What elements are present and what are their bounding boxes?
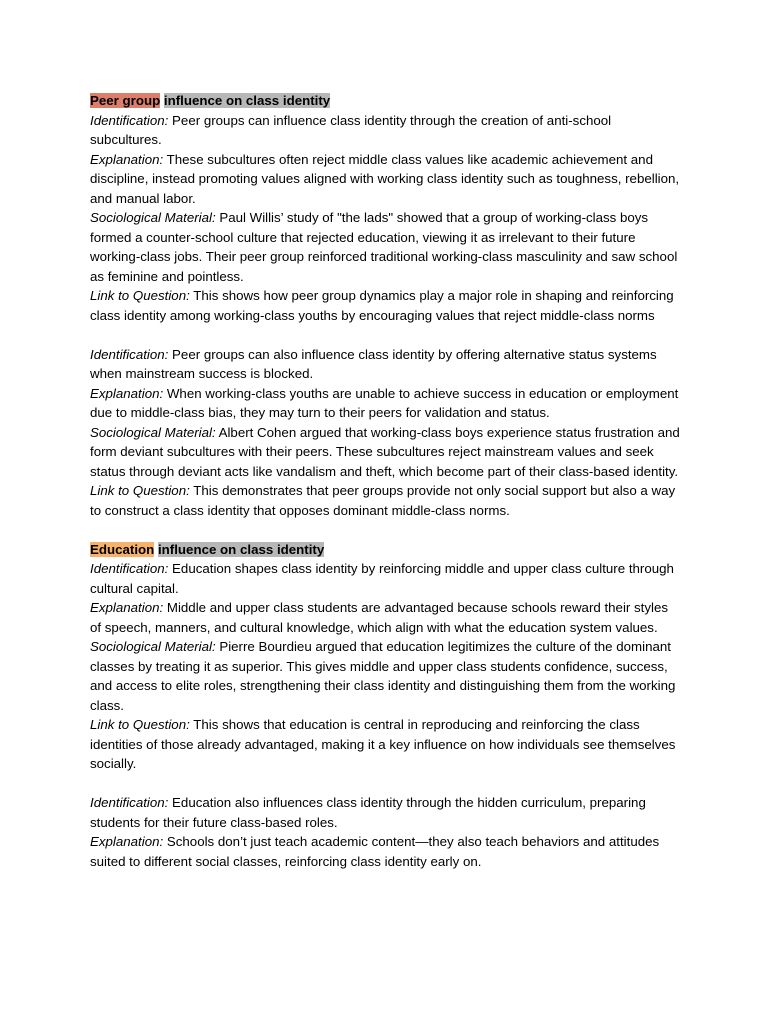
paragraph-text: Schools don’t just teach academic content—they also teach behaviors and attitudes suited to different social classes, reinforcing class identity early on. bbox=[90, 834, 660, 869]
paragraph-label: Sociological Material: bbox=[90, 210, 216, 225]
heading-highlight-red: Peer group bbox=[90, 93, 161, 108]
paragraph-gap bbox=[90, 325, 682, 345]
paragraph-sociological-material bbox=[90, 637, 682, 715]
heading-highlight-gray: influence on class identity bbox=[157, 541, 325, 557]
paragraph-label: Sociological Material: bbox=[90, 639, 216, 654]
paragraph-explanation bbox=[90, 598, 682, 637]
paragraph-text: Middle and upper class students are advantaged because schools reward their styles of speech, manners, and cultural knowledge, which align with what the education system values. bbox=[90, 600, 669, 635]
point-block bbox=[90, 793, 682, 871]
paragraph-label: Explanation: bbox=[90, 600, 164, 615]
paragraph-link-to-question bbox=[90, 715, 682, 774]
paragraph-sociological-material bbox=[90, 208, 682, 286]
paragraph-explanation bbox=[90, 150, 682, 209]
paragraph-text: Albert Cohen argued that working-class boys experience status frustration and form deviant subcultures with their peers. These subcultures reject mainstream values and seek status through deviant acts like vandalism and theft, which become part of their class-based identity. bbox=[90, 424, 680, 479]
section-heading-peer-group bbox=[90, 91, 682, 111]
paragraph-label: Identification: bbox=[90, 112, 169, 128]
paragraph-link-to-question bbox=[90, 286, 682, 325]
paragraph-sociological-material bbox=[90, 423, 682, 482]
paragraph-label: Link to Question: bbox=[90, 717, 190, 732]
document-page bbox=[90, 91, 682, 871]
paragraph-identification bbox=[90, 111, 682, 150]
paragraph-text: These subcultures often reject middle class values like academic achievement and discipline, instead promoting values aligned with working class identity such as toughness, rebellion, and manual labor. bbox=[90, 151, 680, 206]
paragraph-text: Education also influences class identity through the hidden curriculum, preparing students for their future class-based roles. bbox=[90, 795, 646, 830]
paragraph-label: Link to Question: bbox=[90, 288, 190, 303]
paragraph-text: Pierre Bourdieu argued that education legitimizes the culture of the dominant classes by treating it as superior. This gives middle and upper class students confidence, success, and access to elite roles, strengthening their class identity and distinguishing them from the working class. bbox=[90, 639, 676, 713]
paragraph-text: This demonstrates that peer groups provide not only social support but also a way to construct a class identity that opposes dominant middle-class norms. bbox=[90, 483, 676, 518]
paragraph-label: Explanation: bbox=[90, 151, 164, 167]
paragraph-text: This shows how peer group dynamics play a major role in shaping and reinforcing class identity among working-class youths by encouraging values that reject middle-class norms bbox=[90, 288, 674, 323]
paragraph-gap bbox=[90, 520, 682, 540]
paragraph-text: Paul Willis’ study of "the lads" showed that a group of working-class boys formed a counter-school culture that rejected education, viewing it as irrelevant to their future working-class jobs. Their peer group reinforced traditional working-class masculinity and saw school as feminine and pointless. bbox=[90, 210, 678, 284]
paragraph-explanation bbox=[90, 832, 682, 871]
paragraph-text: Peer groups can also influence class identity by offering alternative status systems when mainstream success is blocked. bbox=[90, 346, 657, 381]
paragraph-text: This shows that education is central in reproducing and reinforcing the class identities of those already advantaged, making it a key influence on how individuals see themselves socially. bbox=[90, 717, 676, 771]
point-block bbox=[90, 559, 682, 774]
paragraph-identification bbox=[90, 559, 682, 598]
paragraph-text: Peer groups can influence class identity through the creation of anti-school subcultures. bbox=[90, 112, 612, 147]
point-block bbox=[90, 111, 682, 326]
paragraph-explanation bbox=[90, 384, 682, 423]
paragraph-label: Identification: bbox=[90, 561, 169, 576]
section-heading-education bbox=[90, 540, 682, 560]
paragraph-label: Explanation: bbox=[90, 385, 164, 401]
paragraph-label: Sociological Material: bbox=[90, 424, 216, 440]
paragraph-label: Explanation: bbox=[90, 834, 164, 849]
point-block bbox=[90, 345, 682, 521]
paragraph-label: Identification: bbox=[90, 795, 169, 810]
paragraph-gap bbox=[90, 774, 682, 794]
paragraph-link-to-question bbox=[90, 481, 682, 520]
paragraph-text: When working-class youths are unable to achieve success in education or employment due to middle-class bias, they may turn to their peers for validation and status. bbox=[90, 385, 679, 420]
heading-highlight-orange: Education bbox=[90, 541, 155, 557]
paragraph-label: Link to Question: bbox=[90, 483, 190, 498]
paragraph-text: Education shapes class identity by reinforcing middle and upper class culture through cultural capital. bbox=[90, 561, 674, 596]
paragraph-identification bbox=[90, 793, 682, 832]
paragraph-identification bbox=[90, 345, 682, 384]
paragraph-label: Identification: bbox=[90, 346, 169, 362]
heading-highlight-gray: influence on class identity bbox=[163, 93, 331, 108]
